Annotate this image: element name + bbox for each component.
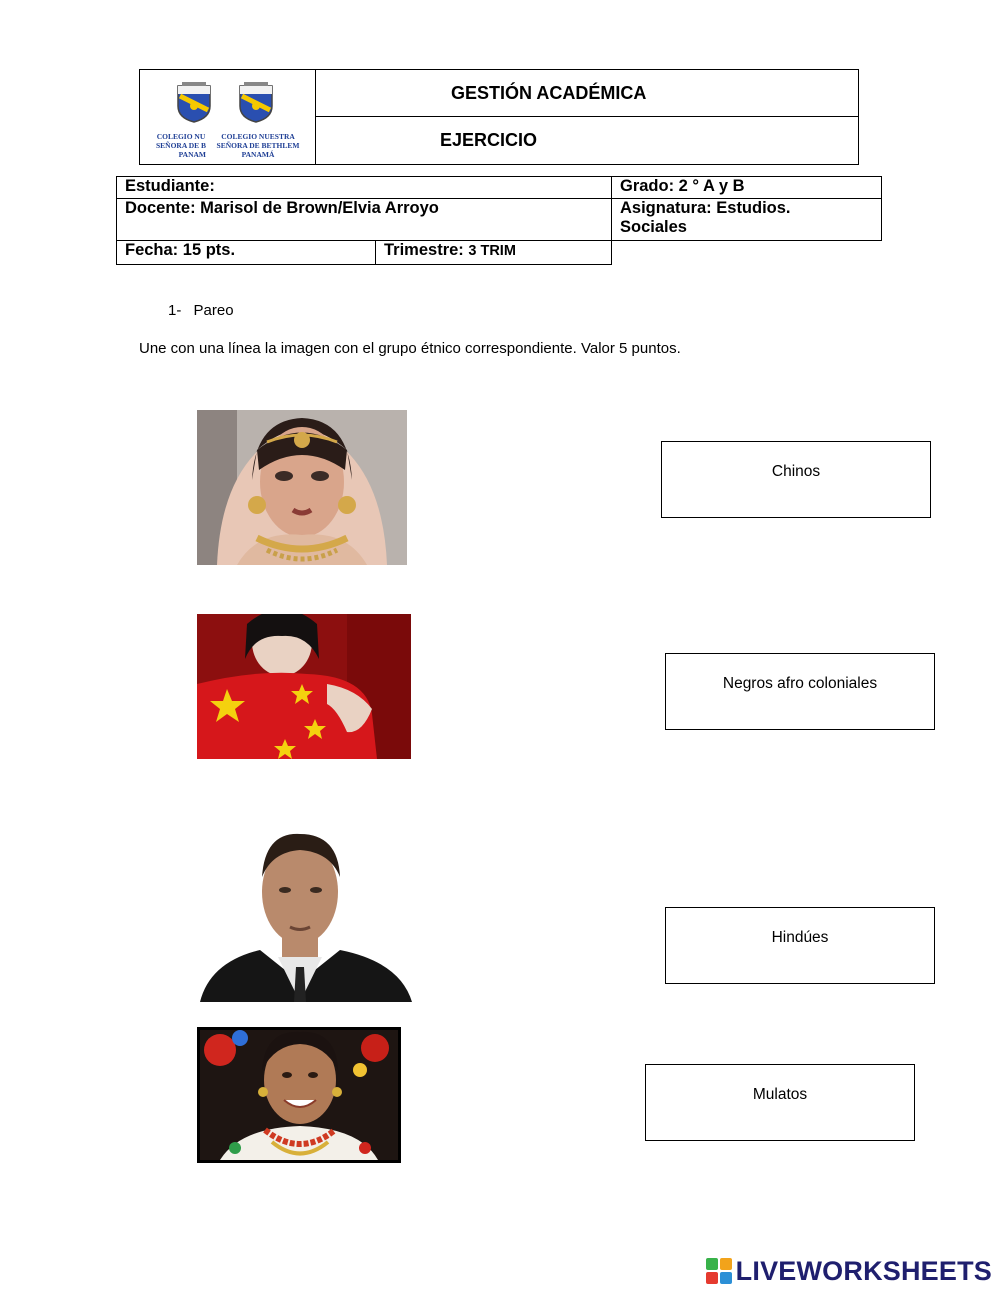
student-field[interactable]: Estudiante: <box>116 176 612 199</box>
exercise-instruction: Une con una línea la imagen con el grupo étnico correspondiente. Valor 5 puntos. <box>139 340 681 357</box>
grade-cell: Grado: 2 ° A y B <box>611 176 882 199</box>
document-title: GESTIÓN ACADÉMICA <box>451 83 647 103</box>
logo-caption: COLEGIO NUESTRA SEÑORA DE BETHLEM PANAMÁ <box>216 132 300 159</box>
photo-indian-woman[interactable] <box>197 410 407 565</box>
term-cell: Trimestre: 3 TRIM <box>375 240 612 265</box>
school-crest-icon <box>236 80 276 124</box>
answer-box-mulatos[interactable]: Mulatos <box>645 1064 915 1141</box>
header-title-row <box>316 70 858 117</box>
document-header <box>139 69 859 165</box>
photo-smiling-woman[interactable] <box>197 1027 401 1163</box>
answer-box-chinos[interactable]: Chinos <box>661 441 931 518</box>
liveworksheets-icon <box>706 1258 732 1284</box>
answer-box-hindues[interactable]: Hindúes <box>665 907 935 984</box>
header-subtitle-row <box>316 117 858 164</box>
school-logos <box>140 70 316 164</box>
portrait-image <box>200 832 415 1002</box>
photo-young-man[interactable] <box>200 832 415 1002</box>
portrait-image <box>200 1030 398 1160</box>
portrait-image <box>197 614 411 759</box>
liveworksheets-logo[interactable] <box>706 1256 992 1286</box>
school-crest-icon <box>174 80 214 124</box>
teacher-cell: Docente: Marisol de Brown/Elvia Arroyo <box>116 198 612 241</box>
photo-chinese-woman[interactable] <box>197 614 411 759</box>
subject-cell: Asignatura: Estudios. Sociales <box>611 198 882 241</box>
date-cell: Fecha: 15 pts. <box>116 240 376 265</box>
portrait-image <box>197 410 407 565</box>
answer-box-negros-afro-coloniales[interactable]: Negros afro coloniales <box>665 653 935 730</box>
logo-caption: COLEGIO NU SEÑORA DE B PANAM <box>155 132 206 159</box>
brand-name: LIVEWORKSHEETS <box>735 1255 992 1286</box>
document-subtitle: EJERCICIO <box>440 130 538 150</box>
exercise-heading: 1- Pareo <box>168 302 234 319</box>
